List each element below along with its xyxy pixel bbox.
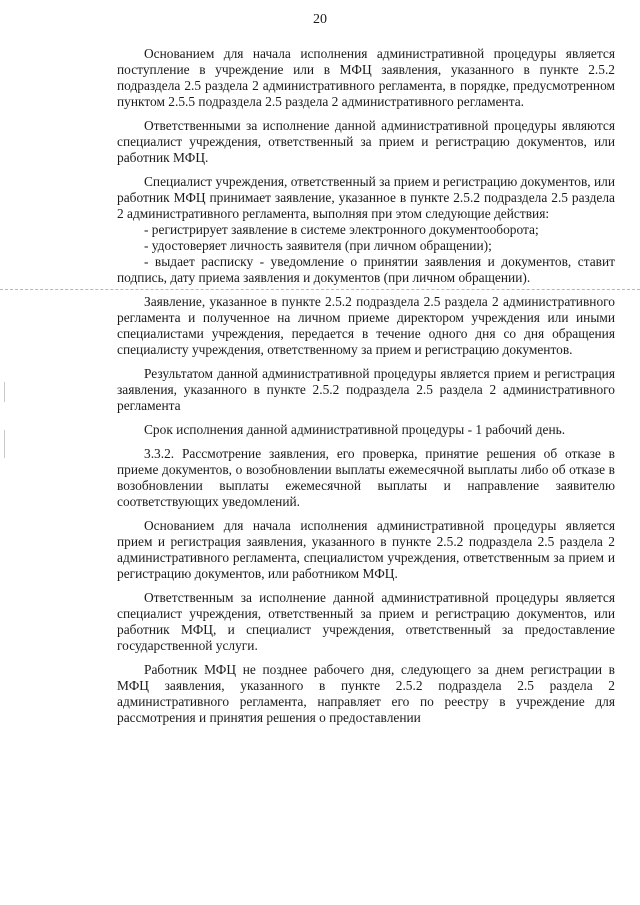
scan-margin-mark (4, 430, 5, 458)
document-body (117, 46, 615, 734)
section-heading-paragraph: 3.3.2. Рассмотрение заявления, его проверка, принятие решения об отказе в приеме документов, о возобновлении выплаты ежемесячной выплаты либо об отказе в возобновлении выплаты ежемесячной выплаты и направление заявителю соответствующих уведомлений. (117, 446, 615, 509)
paragraph: Ответственными за исполнение данной административной процедуры являются специалист учреждения, ответственный за прием и регистрацию документов, или работник МФЦ. (117, 118, 615, 165)
paragraph: Специалист учреждения, ответственный за прием и регистрацию документов, или работник МФЦ принимает заявление, указанное в пункте 2.5.2 подраздела 2.5 раздела 2 административного регламента, выполняя при этом следующие действия: (117, 174, 615, 221)
paragraph: Основанием для начала исполнения административной процедуры является поступление в учреждение или в МФЦ заявления, указанного в пункте 2.5.2 подраздела 2.5 раздела 2 административного регламента, в порядке, предусмотренном пунктом 2.5.5 подраздела 2.5 раздела 2 административного регламента. (117, 46, 615, 109)
list-item: - выдает расписку - уведомление о принятии заявления и документов, ставит подпись, дату приема заявления и документов (при личном обращении). (117, 254, 615, 285)
list-item: - регистрирует заявление в системе электронного документооборота; (144, 222, 539, 237)
paragraph: Работник МФЦ не позднее рабочего дня, следующего за днем регистрации в МФЦ заявления, указанного в пункте 2.5.2 подраздела 2.5 раздела 2 административного регламента, направляет его по реестру в учреждение для рассмотрения и принятия решения о предоставлении (117, 662, 615, 725)
paragraph: Заявление, указанное в пункте 2.5.2 подраздела 2.5 раздела 2 административного регламента и полученное на личном приеме директором учреждения или иными специалистами учреждения, передается в течение одного дня со дня обращения специалисту учреждения, ответственному за прием и регистрацию документов. (117, 294, 615, 357)
list-item: - удостоверяет личность заявителя (при личном обращении); (144, 238, 492, 253)
paragraph: Ответственным за исполнение данной административной процедуры является специалист учреждения, ответственный за прием и регистрацию документов, или работник МФЦ, и специалист учреждения, ответственный за предоставление государственной услуги. (117, 590, 615, 653)
paragraph: Результатом данной административной процедуры является прием и регистрация заявления, указанного в пункте 2.5.2 подраздела 2.5 раздела 2 административного регламента (117, 366, 615, 413)
paragraph: Основанием для начала исполнения административной процедуры является прием и регистрация заявления, указанного в пункте 2.5.2 подраздела 2.5 раздела 2 административного регламента, специалистом учреждения, ответственным за прием и регистрацию документов, или работником МФЦ. (117, 518, 615, 581)
paragraph: Срок исполнения данной административной процедуры - 1 рабочий день. (144, 422, 566, 437)
scan-margin-mark (4, 382, 5, 402)
page-number: 20 (313, 12, 327, 27)
